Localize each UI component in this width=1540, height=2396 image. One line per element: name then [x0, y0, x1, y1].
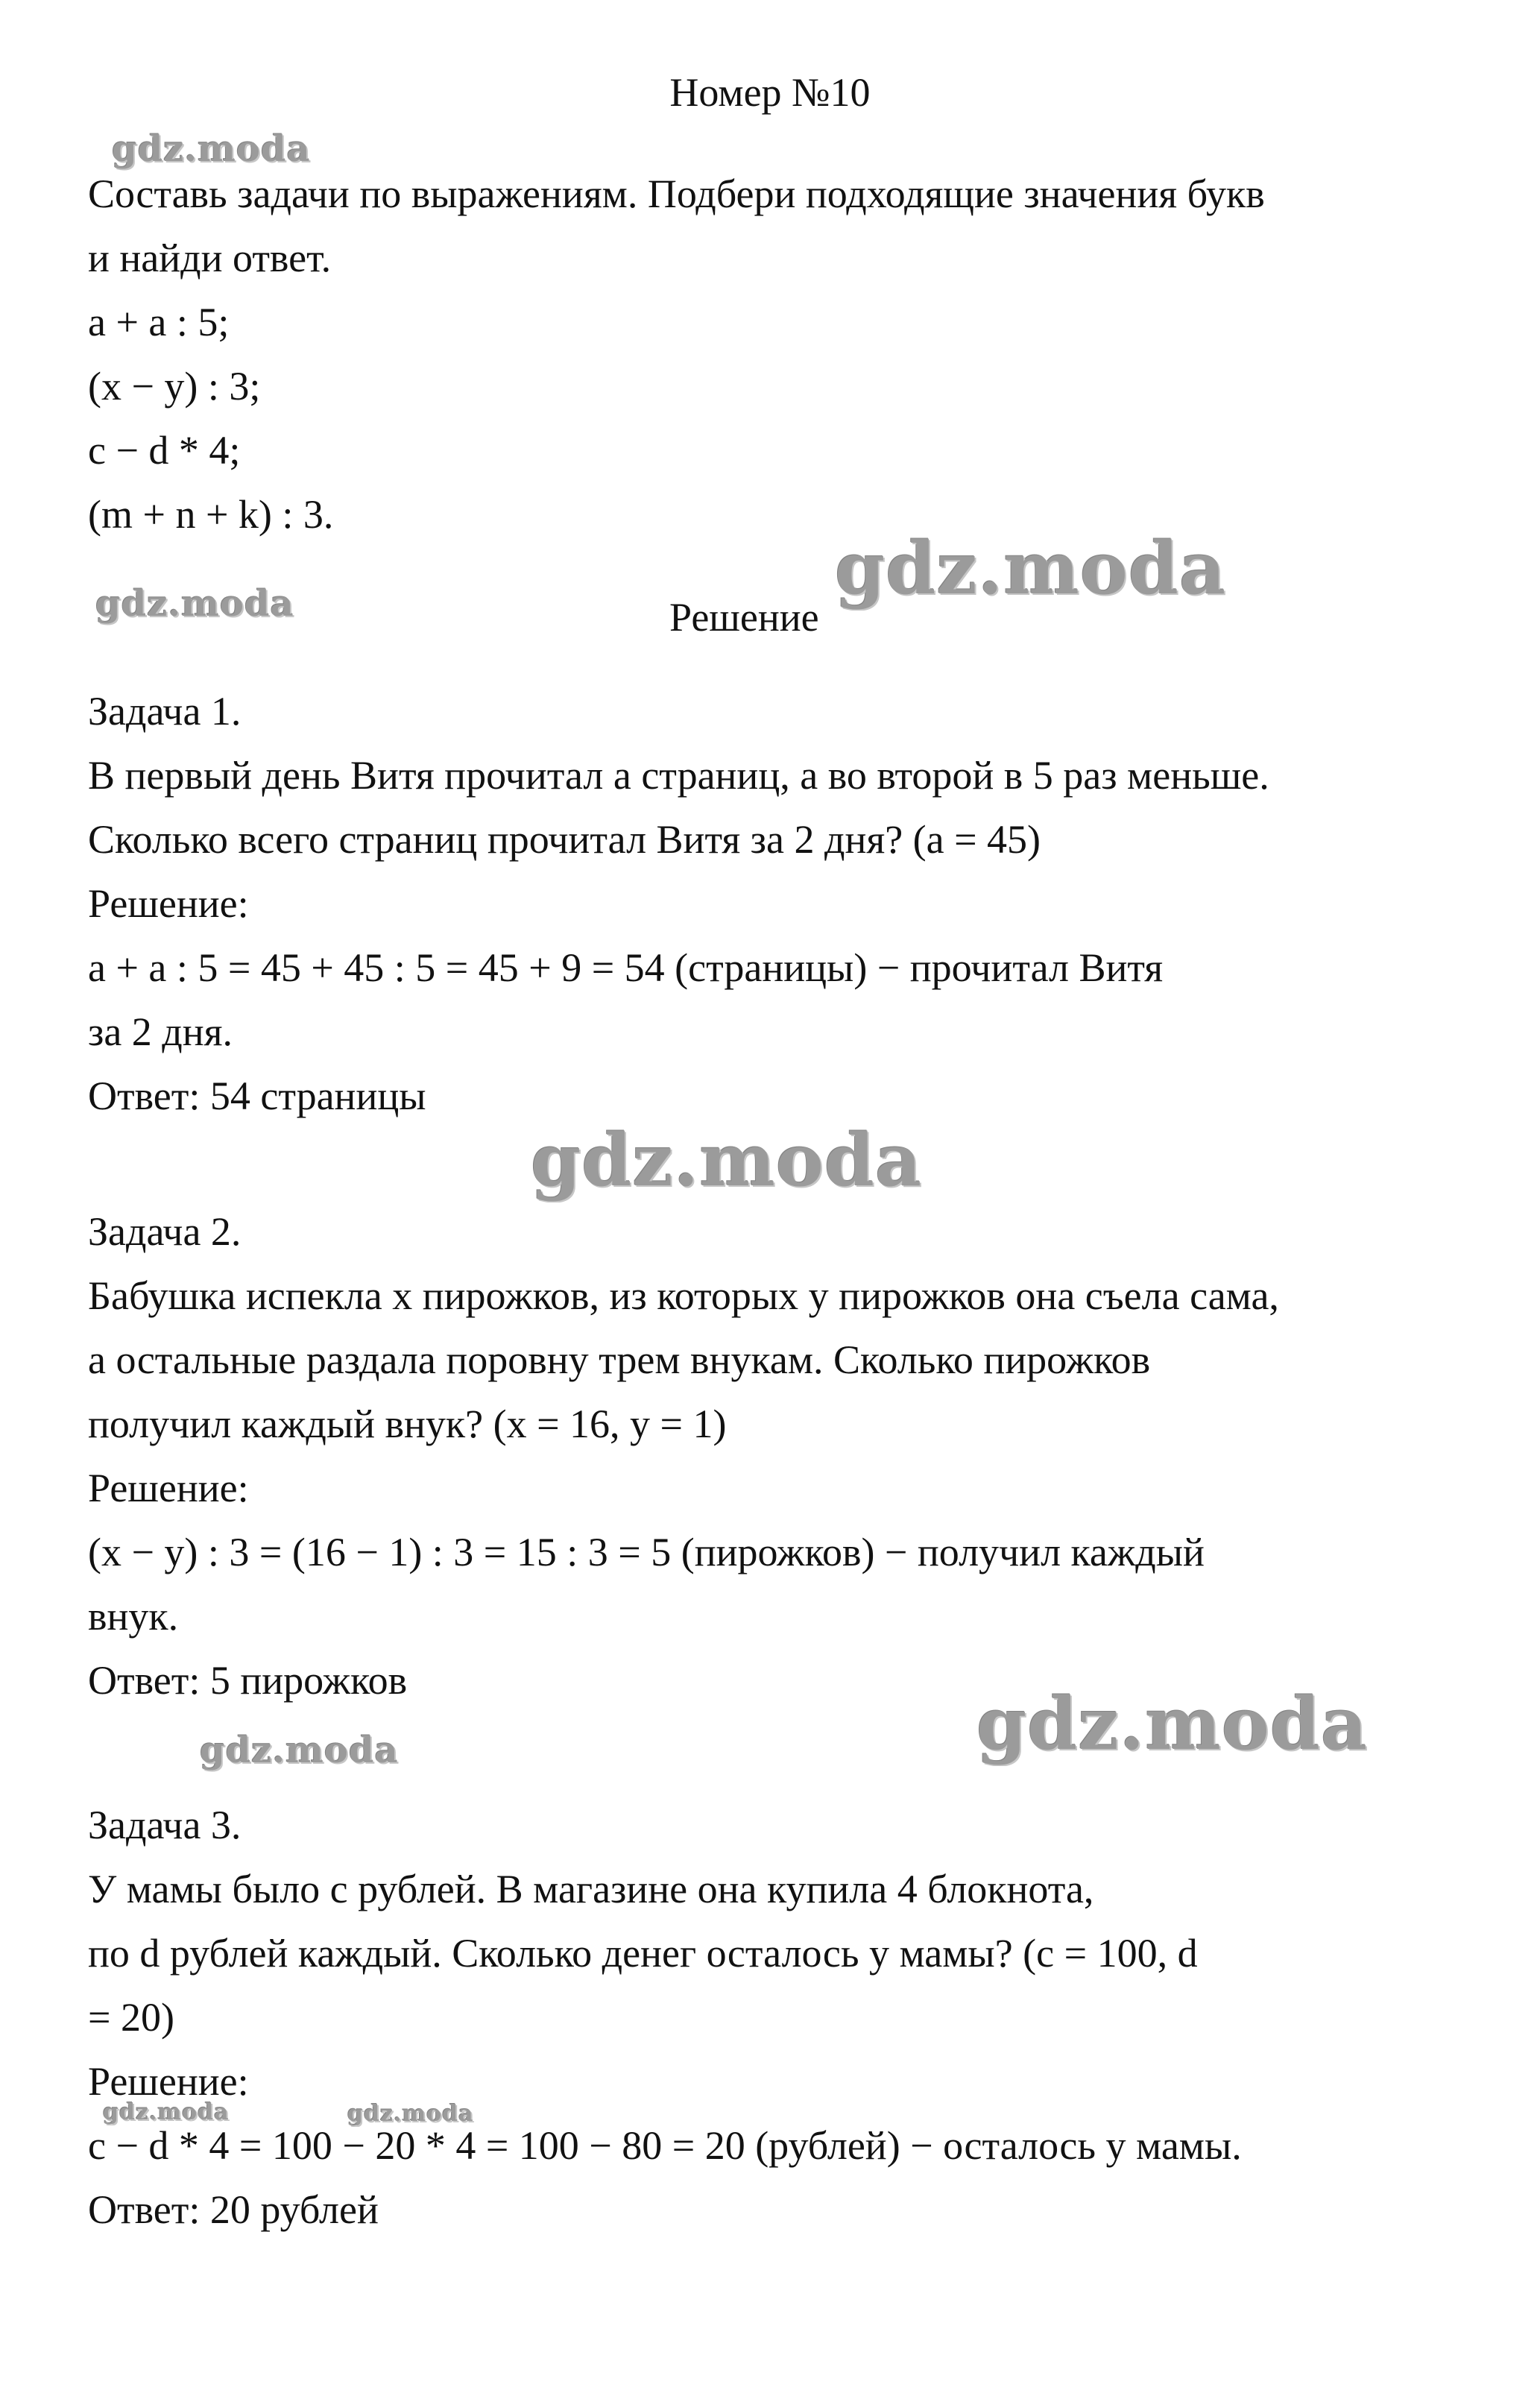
task-text: Бабушка испекла x пирожков, из которых y пирожков она съела сама, [88, 1273, 1279, 1318]
watermark-logo: gdz.moda [835, 526, 1227, 611]
solution-text: a + a : 5 = 45 + 45 : 5 = 45 + 9 = 54 (страницы) − прочитал Витя [88, 945, 1164, 990]
task-text: = 20) [88, 1995, 174, 2040]
solution-text: за 2 дня. [88, 1009, 233, 1054]
solution-heading: Решение [669, 595, 819, 640]
solution-label: Решение: [88, 2059, 249, 2104]
task-title: Задача 1. [88, 689, 242, 734]
watermark-logo: gdz.moda [347, 2101, 474, 2127]
answer-text: Ответ: 54 страницы [88, 1074, 426, 1118]
solution-label: Решение: [88, 881, 249, 926]
solution-text: (x − y) : 3 = (16 − 1) : 3 = 15 : 3 = 5 (пирожков) − получил каждый [88, 1530, 1205, 1574]
expression-line: c − d * 4; [88, 428, 241, 473]
task-text: В первый день Витя прочитал a страниц, а во второй в 5 раз меньше. [88, 753, 1269, 798]
watermark-logo: gdz.moda [531, 1118, 923, 1202]
task-text: а остальные раздала поровну трем внукам. Сколько пирожков [88, 1337, 1151, 1382]
watermark-logo: gdz.moda [112, 128, 311, 170]
expression-line: a + a : 5; [88, 300, 230, 344]
solution-text: c − d * 4 = 100 − 20 * 4 = 100 − 80 = 20 (рублей) − осталось у мамы. [88, 2123, 1242, 2168]
watermark-logo: gdz.moda [976, 1682, 1369, 1766]
task-text: Сколько всего страниц прочитал Витя за 2 дня? (a = 45) [88, 817, 1041, 862]
task-title: Задача 3. [88, 1803, 242, 1847]
solution-text: внук. [88, 1594, 179, 1639]
task-title: Задача 2. [88, 1209, 242, 1254]
page-title: Номер №10 [669, 70, 871, 115]
watermark-logo: gdz.moda [103, 2099, 230, 2125]
intro-line: и найди ответ. [88, 236, 332, 280]
expression-line: (x − y) : 3; [88, 364, 261, 409]
solution-label: Решение: [88, 1466, 249, 1510]
expression-line: (m + n + k) : 3. [88, 492, 334, 537]
answer-text: Ответ: 20 рублей [88, 2187, 379, 2232]
task-text: по d рублей каждый. Сколько денег осталось у мамы? (c = 100, d [88, 1931, 1198, 1976]
task-text: получил каждый внук? (x = 16, y = 1) [88, 1402, 727, 1446]
answer-text: Ответ: 5 пирожков [88, 1658, 408, 1703]
intro-line: Составь задачи по выражениям. Подбери подходящие значения букв [88, 171, 1265, 216]
task-text: У мамы было c рублей. В магазине она купила 4 блокнота, [88, 1867, 1094, 1911]
watermark-logo: gdz.moda [95, 583, 294, 625]
watermark-logo: gdz.moda [200, 1730, 399, 1771]
